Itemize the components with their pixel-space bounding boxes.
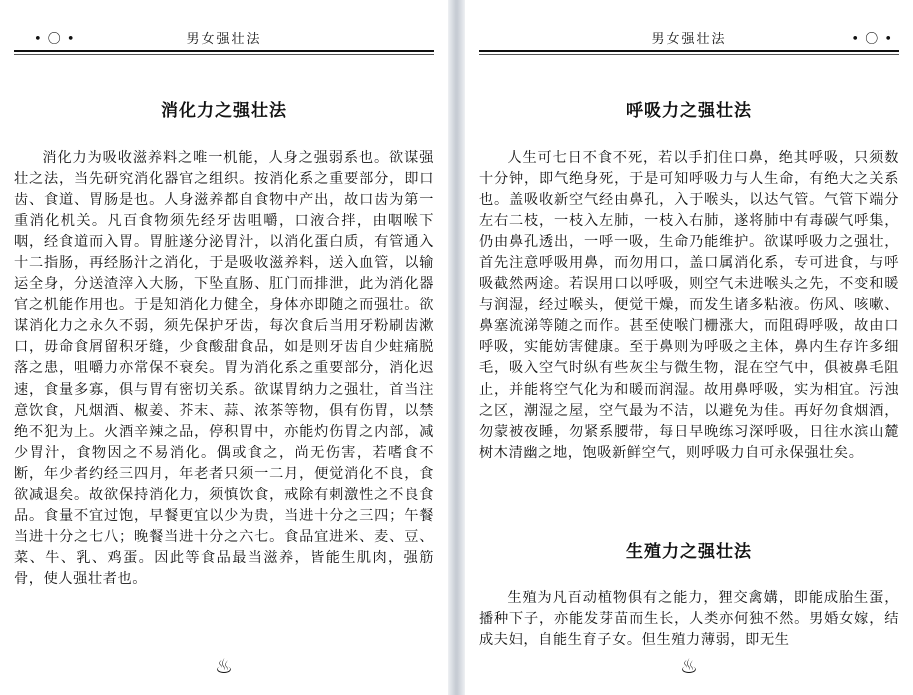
body-paragraph: 消化力为吸收滋养料之唯一机能，人身之强弱系也。欲谋强壮之法，当先研究消化器官之组织。按消化系之重要部分，即口齿、食道、胃肠是也。人身滋养都自食物中产出，故口齿为第一重消化机关。凡百食物须先经牙齿咀嚼，口液合拌，由咽喉下咽，经食道而入胃。胃脏遂分泌胃汁，以消化蛋白质，有管通入十二指肠，再经肠汁之消化，于是吸收滋养料，送入血管，以输运全身，分送渣滓入大肠，下坠直肠、肛门而排泄，此为消化器官之机能作用也。于是知消化力健全，身体亦即随之而强壮。欲谋消化力之永久不弱，须先保护牙齿，每次食后当用牙粉刷齿漱口，毋命食屑留积牙缝，少食酸甜食品，如是则牙齿自少蛀痛脱落之患，咀嚼力亦常保不衰矣。胃为消化系之重要部分，消化迟速，食量多寡，俱与胃有密切关系。欲谋胃纳力之强壮，首当注意饮食，凡烟酒、椒姜、芥末、蒜、浓茶等物，俱有伤胃，以禁绝不犯为上。火酒辛辣之品，停积胃中，亦能灼伤胃之内部，减少胃汁，食物因之不易消化。偶或食之，尚无伤害，若嗜食不断，年少者约经三四月，年老者只须一二月，便觉消化不良，食欲减退矣。故欲保持消化力，须慎饮食，戒除有刺激性之不良食品。食量不宜过饱，早餐更宜以少为贵，当进十分之三四；午餐当进十分之七八；晚餐当进十分之六七。食品宜进米、麦、豆、菜、牛、乳、鸡蛋。因此等食品最当滋养，皆能生肌肉，强筋骨，使人强壮者也。 — [14, 150, 434, 587]
left-page — [0, 0, 448, 695]
header-rule — [479, 50, 899, 52]
header-rule — [14, 50, 434, 52]
section-title: 生殖力之强壮法 — [626, 542, 752, 562]
running-head — [479, 26, 899, 48]
footer-ornament-icon: ♨ — [215, 654, 233, 678]
page-gutter — [448, 0, 465, 695]
running-head — [14, 26, 434, 48]
book-title: 男女强壮法 — [651, 32, 727, 47]
section-title: 呼吸力之强壮法 — [626, 101, 752, 121]
footer-ornament-icon: ♨ — [680, 654, 698, 678]
header-ornament: • 〇 • — [851, 32, 893, 47]
body-paragraph: 生殖为凡百动植物俱有之能力，狸交禽媾，即能成胎生蛋，播种下子，亦能发芽苗而生长，人类亦何独不然。男婚女嫁，结成夫妇，自能生育子女。但生殖力薄弱，即无生 — [479, 590, 899, 649]
header-ornament: • 〇 • — [34, 32, 76, 47]
book-title: 男女强壮法 — [186, 32, 262, 47]
body-paragraph: 人生可七日不食不死，若以手扪住口鼻，绝其呼吸，只须数十分钟，即气绝身死，于是可知呼吸力与人生命，有绝大之关系也。盖吸收新空气经由鼻孔，入于喉头，以达气管。气管下端分左右二枝，一枝入左肺，一枝入右肺，遂将肺中有毒碳气呼集，仍由鼻孔透出，一呼一吸，生命乃能维护。欲谋呼吸力之强壮，首先注意呼吸用鼻，而勿用口，盖口属消化系，专可进食，与呼吸截然两途。若误用口以呼吸，则空气未进喉头之先，不变和暖与润湿，经过喉头，便觉干燥，而发生诸多粘液。伤风、咳嗽、鼻塞流涕等随之而作。甚至使喉门栅涨大，而阻碍呼吸，故由口呼吸，实能妨害健康。至于鼻则为呼吸之主体，鼻内生存许多细毛，吸入空气时纵有些灰尘与微生物，混在空气中，俱被鼻毛阻止，并能将空气化为和暖而润湿。故用鼻呼吸，实为相宜。污浊之区，潮湿之屋，空气最为不洁，以避免为佳。再好勿食烟酒，勿蒙被夜睡，勿紧系腰带，每日早晚练习深呼吸，日往水滨山麓树木清幽之地，饱吸新鲜空气，则呼吸力自可永保强壮矣。 — [479, 150, 899, 461]
section-title: 消化力之强壮法 — [161, 101, 287, 121]
right-page — [465, 0, 913, 695]
